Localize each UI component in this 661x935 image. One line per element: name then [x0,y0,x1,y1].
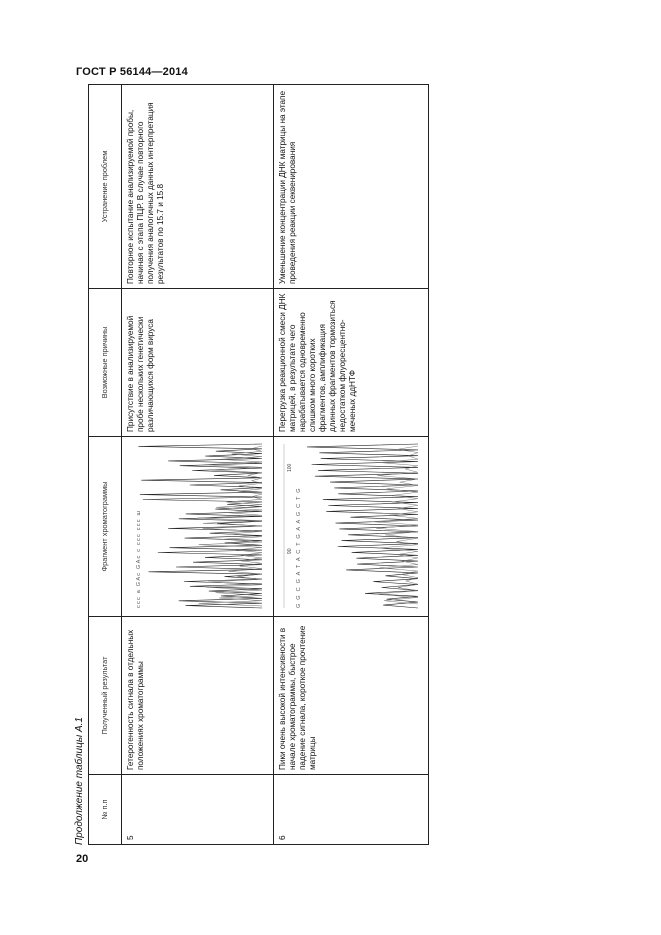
chromatogram-cell [274,437,429,617]
column-header-fix: Устранение проблем [89,85,122,289]
row-causes: Перегрузка реакционной смеси ДНК матрицей, в результате чего нарабатывается одновременно слишком много коротких фрагментов, амплификация длинных фрагментов тормозиться недостатком флуоресцентно-меченых ддНТФ [274,289,429,437]
table-row [274,85,429,845]
table-row [122,85,274,845]
row-number: 5 [122,775,274,845]
row-causes: Присутствие в анализируемой пробе нескольких генетически различающихся форм вируса [122,289,274,437]
row-fix: Повторное испытание анализируемой пробы, начиная с этапа ПЦР. В случае повторного получения аналогичных данных интерпретация результатов по 15.7 и 15.8 [122,85,274,289]
row-number: 6 [274,775,429,845]
document-header: ГОСТ Р 56144—2014 [76,66,188,78]
row-fix: Уменьшение концентрации ДНК матрицы на этапе проведения реакции секвенирования [274,85,429,289]
chromatogram-sequence: G G C G A T A C T G A A G C T G [296,487,302,608]
rotated-table-block [76,85,416,845]
row-result: Пики очень высокой интенсивности в начале хроматограммы, быстрое падение сигнала, короткое прочтение матрицы [274,617,429,775]
chromatogram-sequence: ccc а GAc GAc с ccc ccc ш [136,509,142,608]
problems-table [88,84,429,845]
table-header-row [89,85,122,845]
column-header-causes: Возможные причины [89,289,122,437]
page-number: 20 [76,853,89,865]
table-continuation-caption: Продолжение таблицы А.1 [74,717,85,845]
row-result: Гетерогенность сигнала в отдельных положениях хроматограммы [122,617,274,775]
chromatogram-trace [307,444,418,608]
column-header-chromatogram: Фрагмент хроматограммы [89,437,122,617]
chromatogram-index: 90 [287,548,293,554]
chromatogram-index: 100 [287,463,293,472]
chromatogram-image [278,440,424,612]
chromatogram-cell [122,437,274,617]
chromatogram-image [126,440,268,612]
column-header-number: № п.п [89,775,122,845]
chromatogram-trace [138,444,262,608]
column-header-result: Полученный результат [89,617,122,775]
